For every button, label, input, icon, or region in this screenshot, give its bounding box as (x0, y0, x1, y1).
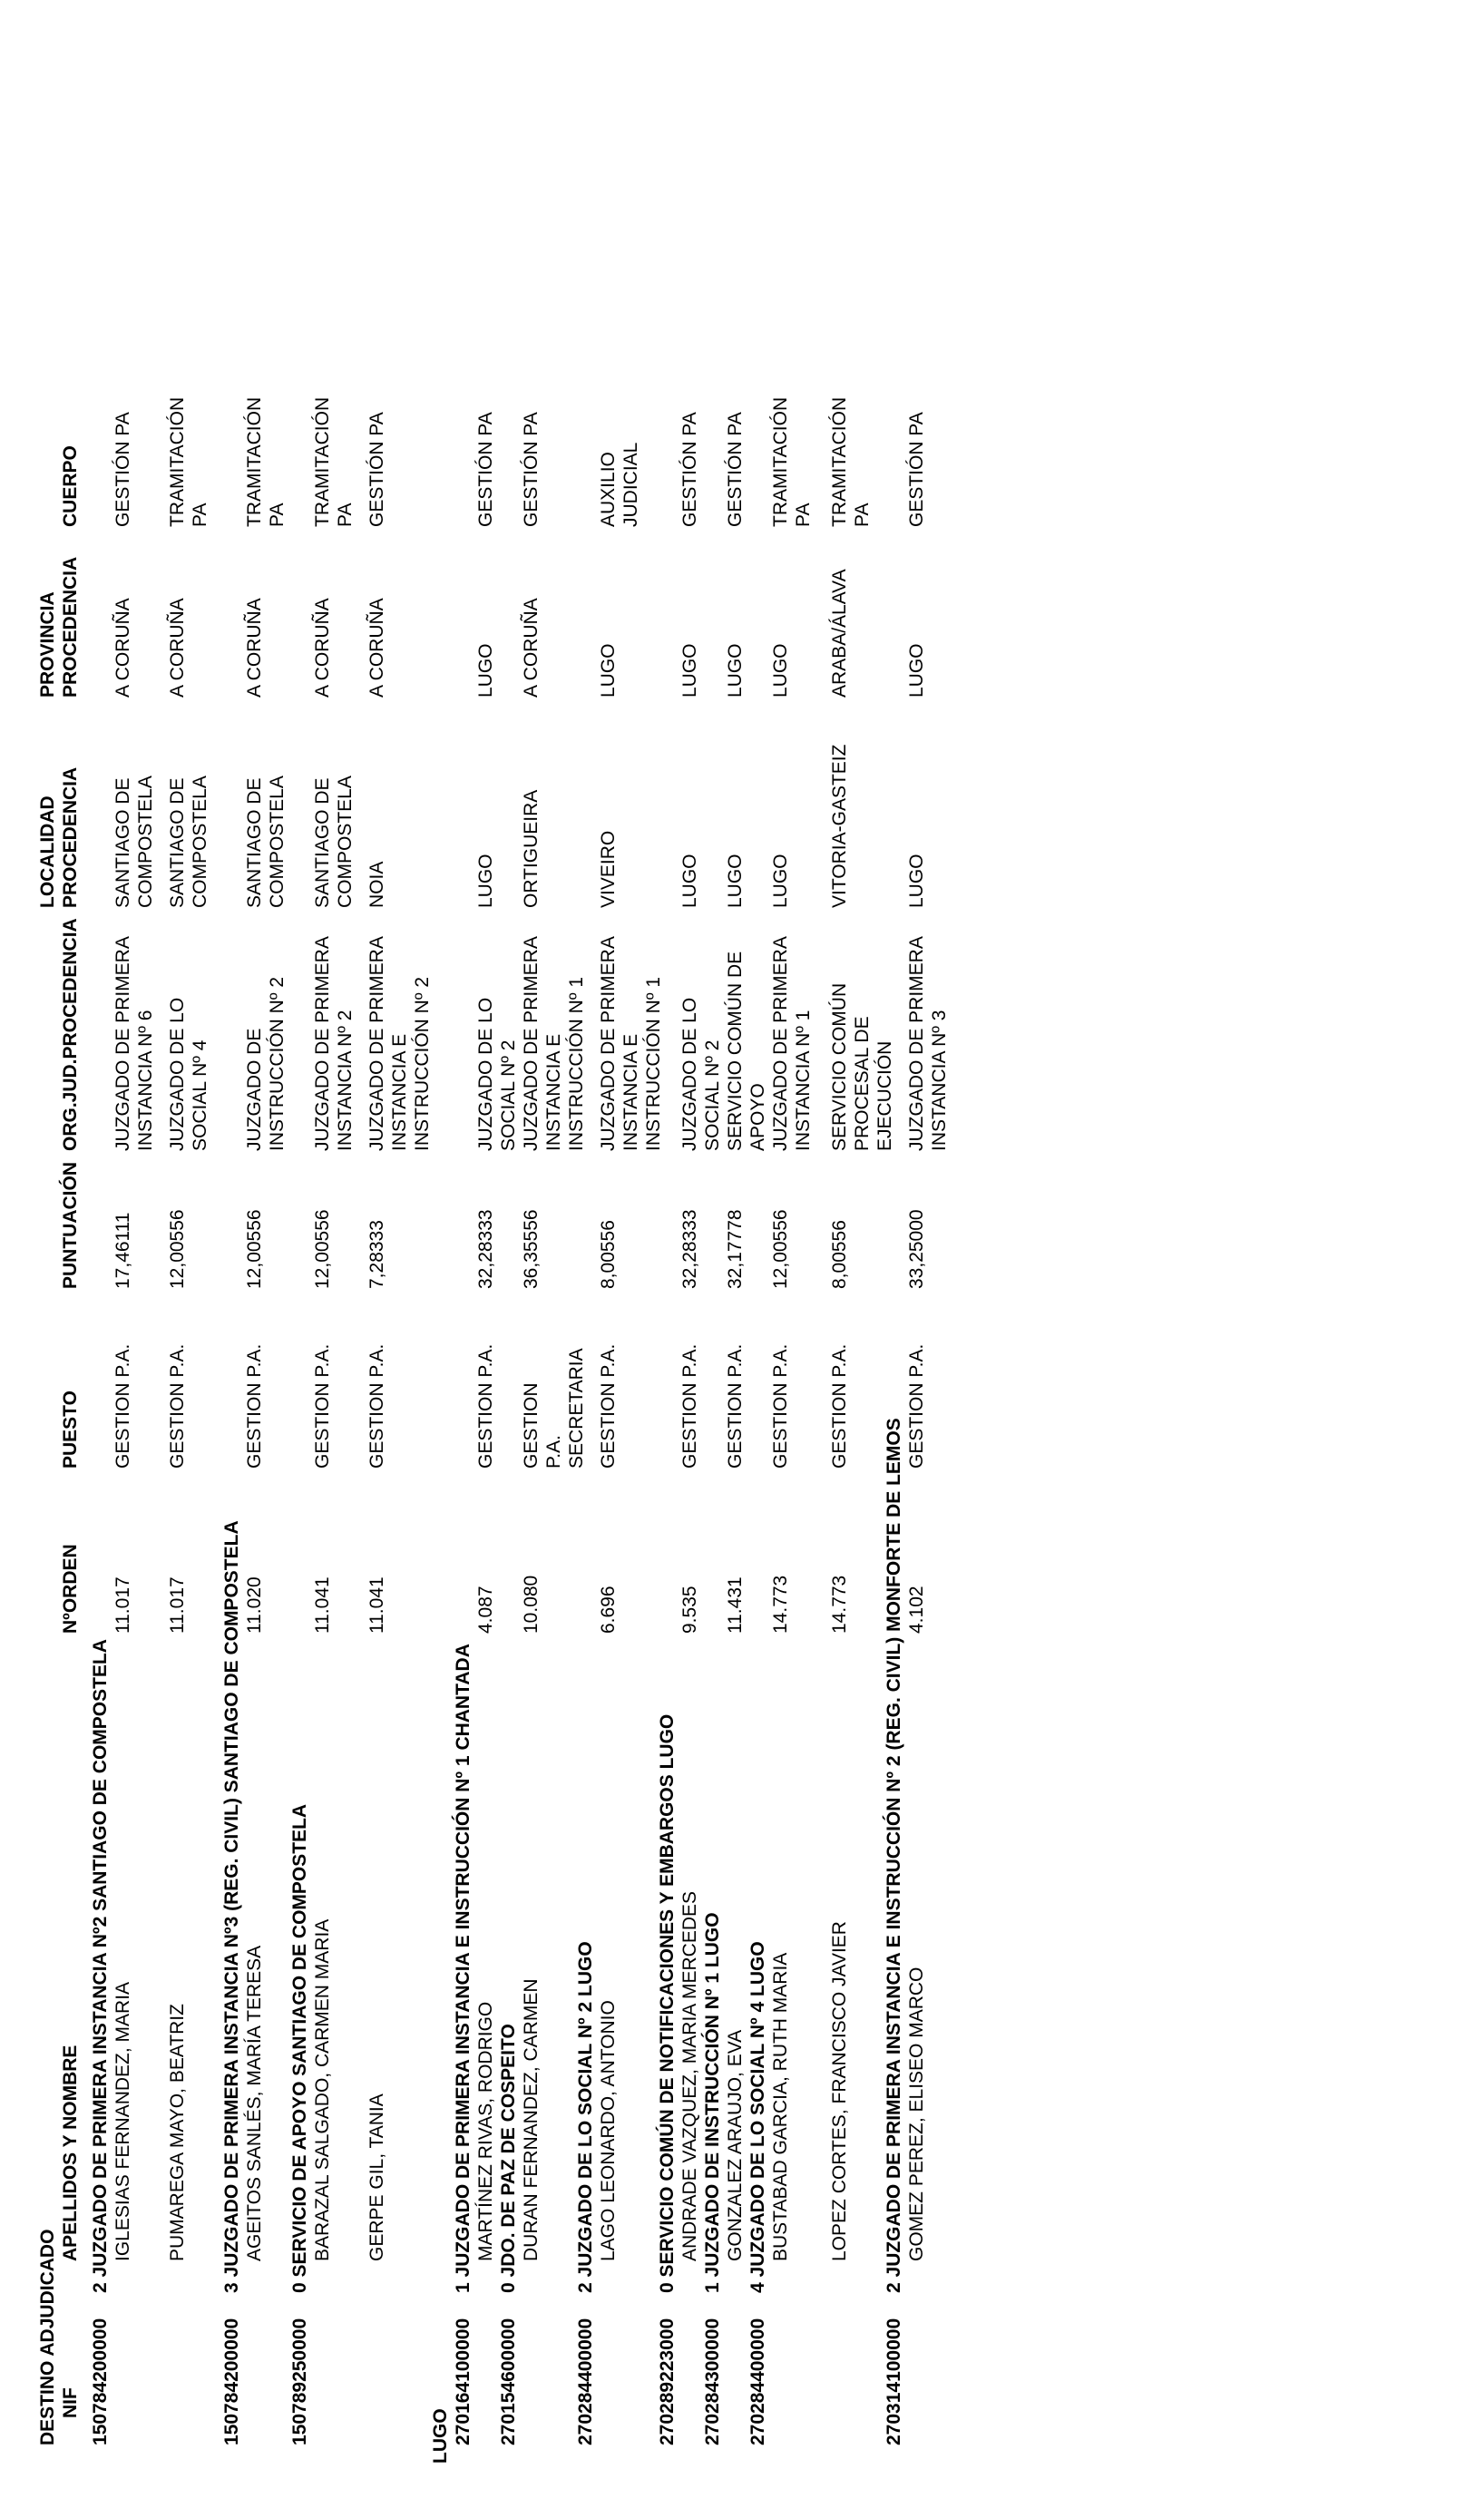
row-name: MARTÍNEZ RIVAS, RODRIGO (475, 2001, 496, 2261)
row-localidad: SANTIAGO DE COMPOSTELA (244, 776, 288, 908)
row-localidad: SANTIAGO DE COMPOSTELA (112, 776, 156, 908)
row-puntuacion: 12,00556 (167, 1209, 188, 1289)
header-norden: NºORDEN (60, 1544, 81, 1634)
row-org: JUZGADO DE LO SOCIAL Nº 2 (679, 997, 723, 1151)
row-org: JUZGADO DE LO SOCIAL Nº 2 (475, 997, 519, 1151)
row-puntuacion: 32,28333 (475, 1209, 496, 1289)
row-puntuacion: 17,46111 (112, 1212, 133, 1289)
row-orden: 6.696 (598, 1586, 619, 1634)
row-localidad: LUGO (725, 854, 746, 908)
row-puesto: GESTION P.A. (829, 1343, 850, 1469)
row-cuerpo: GESTIÓN PA (725, 412, 746, 527)
row-localidad: VITORIA-GASTEIZ (829, 744, 850, 908)
row-org: JUZGADO DE PRIMERA INSTANCIA Nº 1 (770, 937, 814, 1151)
row-localidad: NOIA (366, 861, 387, 908)
group-code: 270314100000 (884, 2318, 904, 2445)
row-cuerpo: AUXILIO JUDICIAL (598, 442, 641, 527)
row-cuerpo: GESTIÓN PA (112, 412, 133, 527)
row-orden: 10.080 (521, 1575, 542, 1634)
group-name: 2 JUZGADO DE PRIMERA INSTANCIA Nº2 SANTIAGO DE COMPOSTELA (90, 1639, 111, 2293)
row-provincia: LUGO (475, 643, 496, 698)
group-code: 270164100000 (453, 2318, 474, 2445)
row-cuerpo: GESTIÓN PA (906, 412, 927, 527)
row-puesto: GESTION P.A. (475, 1343, 496, 1469)
row-org: JUZGADO DE PRIMERA INSTANCIA Nº 2 (312, 937, 356, 1151)
row-org: JUZGADO DE PRIMERA INSTANCIA E INSTRUCCIÓN Nº 2 (366, 937, 433, 1151)
row-localidad: LUGO (475, 854, 496, 908)
row-name: BARAZAL SALGADO, CARMEN MARIA (312, 1918, 333, 2261)
row-name: IGLESIAS FERNANDEZ, MARIA (112, 1981, 133, 2261)
row-localidad: LUGO (770, 854, 791, 908)
row-puntuacion: 12,00556 (244, 1209, 265, 1289)
row-orden: 4.102 (906, 1586, 927, 1634)
row-provincia: A CORUÑA (244, 598, 265, 698)
row-puntuacion: 33,25000 (906, 1209, 927, 1289)
row-puesto: GESTION P.A. (244, 1343, 265, 1469)
row-puesto: GESTION P.A. (598, 1343, 619, 1469)
row-orden: 14.773 (770, 1575, 791, 1634)
province-heading: LUGO (430, 2408, 451, 2464)
row-org: JUZGADO DE PRIMERA INSTANCIA Nº 6 (112, 937, 156, 1151)
row-puntuacion: 36,35556 (521, 1209, 542, 1289)
row-name: BUSTABAD GARCIA, RUTH MARIA (770, 1952, 791, 2261)
row-provincia: LUGO (725, 643, 746, 698)
row-localidad: LUGO (679, 854, 700, 908)
row-orden: 11.041 (312, 1576, 333, 1634)
row-org: JUZGADO DE PRIMERA INSTANCIA Nº 3 (906, 937, 950, 1151)
row-cuerpo: GESTIÓN PA (521, 412, 542, 527)
row-puesto: GESTION P.A. (312, 1343, 333, 1469)
header-puesto: PUESTO (60, 1391, 81, 1469)
row-puesto: GESTION P.A. (112, 1343, 133, 1469)
row-cuerpo: TRAMITACIÓN PA (312, 396, 356, 527)
row-puesto: GESTION P.A. (679, 1343, 700, 1469)
row-provincia: LUGO (679, 643, 700, 698)
row-localidad: SANTIAGO DE COMPOSTELA (312, 776, 356, 908)
row-provincia: LUGO (906, 643, 927, 698)
row-puntuacion: 7,28333 (366, 1220, 387, 1289)
row-provincia: A CORUÑA (521, 598, 542, 698)
row-cuerpo: GESTIÓN PA (475, 412, 496, 527)
header-puntuacion: PUNTUACIÓN (60, 1162, 81, 1289)
row-puesto: GESTION P.A. (366, 1343, 387, 1469)
row-name: GOMEZ PEREZ, ELISEO MARCO (906, 1967, 927, 2261)
group-name: 4 JUZGADO DE LO SOCIAL Nº 4 LUGO (747, 1941, 768, 2293)
row-cuerpo: GESTIÓN PA (366, 412, 387, 527)
group-name: 1 JUZGADO DE PRIMERA INSTANCIA E INSTRUCCIÓN Nº 1 CHANTADA (453, 1644, 474, 2293)
header-destino: DESTINO ADJUDICADO (37, 2229, 58, 2445)
row-org: JUZGADO DE PRIMERA INSTANCIA E INSTRUCCIÓN Nº 1 (521, 937, 587, 1151)
row-name: GERPE GIL, TANIA (366, 2093, 387, 2261)
row-org: SERVICIO COMÚN DE APOYO (725, 951, 768, 1151)
row-provincia: A CORUÑA (112, 598, 133, 698)
group-name: 0 JDO. DE PAZ DE COSPEITO (498, 2024, 519, 2293)
header-localidad: LOCALIDAD PROCEDENCIA (37, 766, 81, 908)
row-puesto: GESTION P.A. (906, 1343, 927, 1469)
row-name: LAGO LEONARDO, ANTONIO (598, 2000, 619, 2261)
group-name: 0 SERVICIO COMÚN DE NOTIFICACIONES Y EMBARGOS LUGO (657, 1713, 678, 2293)
row-cuerpo: TRAMITACIÓN PA (167, 396, 210, 527)
header-provincia: PROVINCIA PROCEDENCIA (37, 556, 81, 698)
row-name: AGEITOS SANLÉS, MARÍA TERESA (244, 1945, 265, 2261)
group-name: 3 JUZGADO DE PRIMERA INSTANCIA Nº3 (REG. CIVIL) SANTIAGO DE COMPOSTELA (221, 1520, 242, 2293)
row-provincia: ARABA/ÁLAVA (829, 569, 850, 698)
group-name: 0 SERVICIO DE APOYO SANTIAGO DE COMPOSTELA (289, 1803, 310, 2293)
row-puesto: GESTION P.A. (770, 1343, 791, 1469)
group-code: 270284400000 (575, 2318, 596, 2445)
group-code: 270284400000 (747, 2318, 768, 2445)
row-orden: 11.017 (167, 1576, 188, 1634)
row-name: DURAN FERNANDEZ, CARMEN (521, 1978, 542, 2261)
group-code: 270154600000 (498, 2318, 519, 2445)
row-orden: 14.773 (829, 1575, 850, 1634)
row-puesto: GESTION P.A. SECRETARIA (521, 1348, 587, 1469)
group-code: 150789250000 (289, 2318, 310, 2445)
row-puntuacion: 12,00556 (770, 1209, 791, 1289)
group-code: 270289223000 (657, 2318, 678, 2445)
row-puesto: GESTION P.A. (725, 1343, 746, 1469)
header-cuerpo: CUERPO (60, 445, 81, 527)
row-provincia: A CORUÑA (167, 598, 188, 698)
row-name: PUMAREGA MAYO, BEATRIZ (167, 2004, 188, 2261)
row-localidad: ORTIGUEIRA (521, 789, 542, 908)
header-nif: NIF (60, 2387, 81, 2418)
row-orden: 11.431 (725, 1576, 746, 1634)
row-org: JUZGADO DE LO SOCIAL Nº 4 (167, 997, 210, 1151)
group-code: 150784200000 (90, 2318, 111, 2445)
row-puntuacion: 8,00556 (598, 1220, 619, 1289)
row-orden: 11.041 (366, 1576, 387, 1634)
row-provincia: A CORUÑA (366, 598, 387, 698)
row-puntuacion: 12,00556 (312, 1209, 333, 1289)
group-name: 1 JUZGADO DE INSTRUCCIÓN Nº 1 LUGO (702, 1912, 723, 2293)
row-puntuacion: 8,00556 (829, 1220, 850, 1289)
row-localidad: LUGO (906, 854, 927, 908)
row-cuerpo: TRAMITACIÓN PA (244, 396, 288, 527)
row-orden: 4.087 (475, 1586, 496, 1634)
row-localidad: SANTIAGO DE COMPOSTELA (167, 776, 210, 908)
row-provincia: LUGO (770, 643, 791, 698)
row-org: JUZGADO DE INSTRUCCIÓN Nº 2 (244, 976, 288, 1151)
row-org: SERVICIO COMÚN PROCESAL DE EJECUCIÓN (829, 982, 895, 1151)
row-provincia: A CORUÑA (312, 598, 333, 698)
row-cuerpo: TRAMITACIÓN PA (770, 396, 814, 527)
row-cuerpo: TRAMITACIÓN PA (829, 396, 873, 527)
row-puntuacion: 32,28333 (679, 1209, 700, 1289)
header-apellidos: APELLIDOS Y NOMBRE (60, 2045, 81, 2261)
group-name: 2 JUZGADO DE LO SOCIAL Nº 2 LUGO (575, 1941, 596, 2293)
group-name: 2 JUZGADO DE PRIMERA INSTANCIA E INSTRUCCIÓN Nº 2 (REG. CIVIL) MONFORTE DE LEMOS (884, 1418, 904, 2293)
row-orden: 11.017 (112, 1576, 133, 1634)
row-puesto: GESTION P.A. (167, 1343, 188, 1469)
row-name: ANDRADE VAZQUEZ, MARIA MERCEDES (679, 1890, 700, 2261)
row-name: GONZALEZ ARAUJO, EVA (725, 2029, 746, 2261)
row-orden: 9.535 (679, 1586, 700, 1634)
row-cuerpo: GESTIÓN PA (679, 412, 700, 527)
header-org: ORG.JUD.PROCEDENCIA (60, 918, 81, 1151)
row-org: JUZGADO DE PRIMERA INSTANCIA E INSTRUCCIÓN Nº 1 (598, 937, 664, 1151)
row-puntuacion: 32,17778 (725, 1209, 746, 1289)
row-provincia: LUGO (598, 643, 619, 698)
row-localidad: VIVEIRO (598, 830, 619, 908)
row-name: LOPEZ CORTES, FRANCISCO JAVIER (829, 1921, 850, 2261)
row-orden: 11.020 (244, 1576, 265, 1634)
group-code: 270284300000 (702, 2318, 723, 2445)
group-code: 150784200000 (221, 2318, 242, 2445)
